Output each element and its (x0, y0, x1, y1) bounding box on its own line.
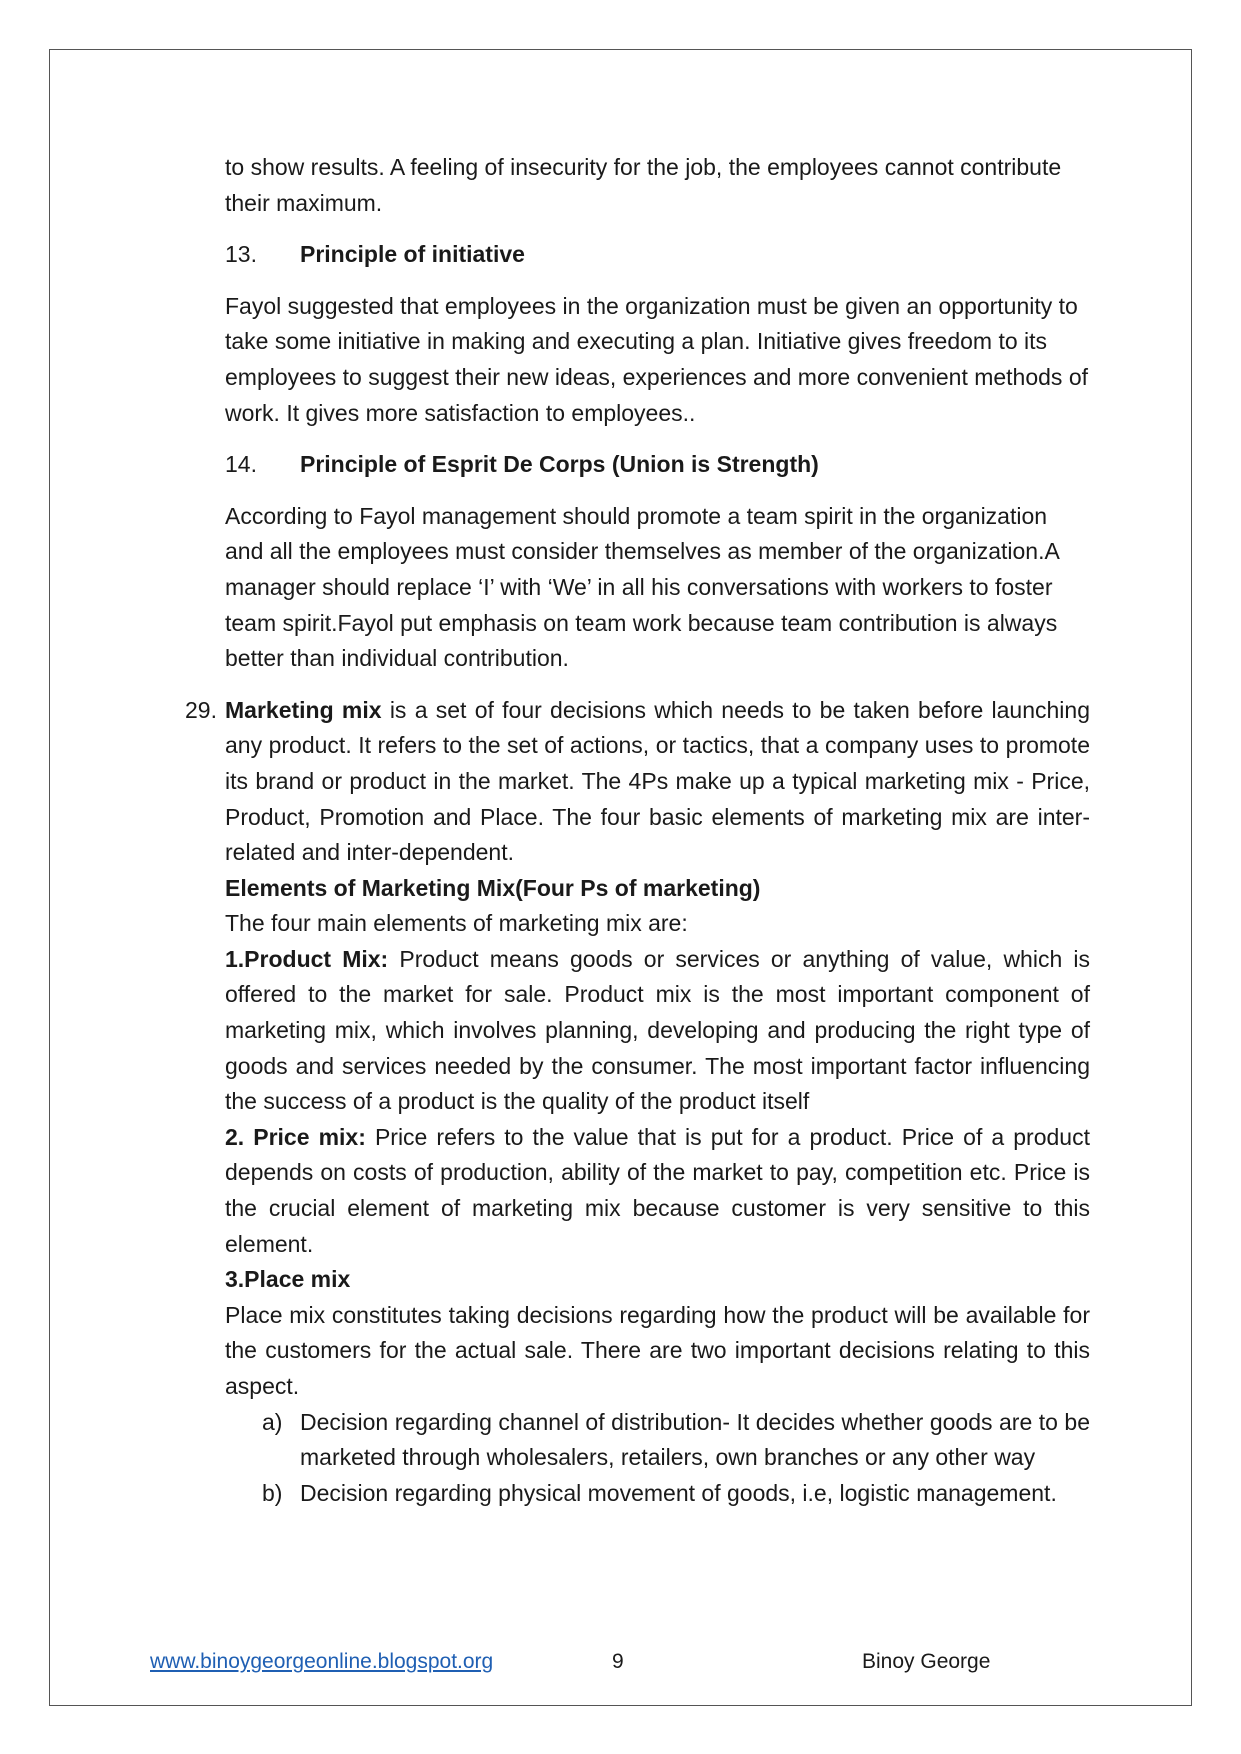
footer-author: Binoy George (862, 1650, 991, 1673)
product-mix-text: Product means goods or services or anything of value, which is offered to the market for sale. Product mix is the most important component of marketing mix, which involves planning, developing and producing the right type of goods and services needed by the consumer. The most important factor influencing the success of a product is the quality of the product itself (225, 945, 1091, 1115)
intro-paragraph: to show results. A feeling of insecurity for the job, the employees cannot contribute their maximum. (225, 154, 1062, 216)
price-mix-label: 2. Price mix: (225, 1123, 366, 1150)
principle-13-heading (225, 237, 1090, 273)
question-29 (185, 693, 1091, 1512)
list-item-marker: a) (262, 1408, 283, 1435)
place-decisions-list (225, 1405, 1090, 1512)
principle-14-number: 14. (225, 451, 257, 478)
footer-website-link[interactable]: www.binoygeorgeonline.blogspot.org (150, 1650, 494, 1673)
footer-page-number: 9 (612, 1650, 624, 1673)
list-item-marker: b) (262, 1479, 283, 1506)
principle-14-paragraph: According to Fayol management should promote a team spirit in the organization and all the employees must consider themselves as member of the organization.A manager should replace ‘I’ with ‘We’ in all his conversations with workers to foster team spirit.Fayol put emphasis on team work because team contribution is always better than individual contribution. (225, 502, 1059, 672)
principle-13-paragraph: Fayol suggested that employees in the organization must be given an opportunity to take some initiative in making and executing a plan. Initiative gives freedom to its employees to suggest their new ideas, experiences and more convenient methods of work. It gives more satisfaction to employees.. (225, 292, 1089, 426)
list-item (262, 1405, 1090, 1476)
question-29-number: 29. (185, 696, 217, 723)
price-mix-text: Price refers to the value that is put for a product. Price of a product depends on costs of production, ability of the market to pay, competition etc. Price is the crucial element of marketing mix because customer is very sensitive to this element. (225, 1123, 1090, 1257)
list-item-text: Decision regarding channel of distribution- It decides whether goods are to be marketed through wholesalers, retailers, own branches or any other way (300, 1408, 1090, 1471)
place-mix-paragraph: Place mix constitutes taking decisions regarding how the product will be available for the customers for the actual sale. There are two important decisions relating to this aspect. (225, 1301, 1090, 1399)
principle-13-number: 13. (225, 241, 257, 268)
price-mix-paragraph (225, 1120, 1090, 1262)
list-item-text: Decision regarding physical movement of goods, i.e, logistic management. (300, 1479, 1057, 1506)
marketing-mix-term: Marketing mix (225, 696, 382, 723)
marketing-mix-definition (225, 693, 1090, 871)
elements-heading: Elements of Marketing Mix(Four Ps of marketing) (225, 874, 761, 901)
product-mix-label: 1.Product Mix: (225, 945, 389, 972)
document-body (185, 150, 1091, 1511)
principle-14-heading (225, 447, 1090, 483)
product-mix-paragraph (225, 942, 1090, 1120)
marketing-mix-text: is a set of four decisions which needs to be taken before launching any product. It refers to the set of actions, or tactics, that a company uses to promote its brand or product in the market. The 4Ps make up a typical marketing mix - Price, Product, Promotion and Place. The four basic elements of marketing mix are inter-related and inter-dependent. (225, 696, 1091, 866)
place-mix-heading: 3.Place mix (225, 1266, 351, 1293)
principle-13-title: Principle of initiative (300, 241, 525, 268)
principle-14-title: Principle of Esprit De Corps (Union is Strength) (300, 451, 819, 478)
list-item (262, 1476, 1090, 1512)
elements-intro: The four main elements of marketing mix are: (225, 910, 688, 937)
